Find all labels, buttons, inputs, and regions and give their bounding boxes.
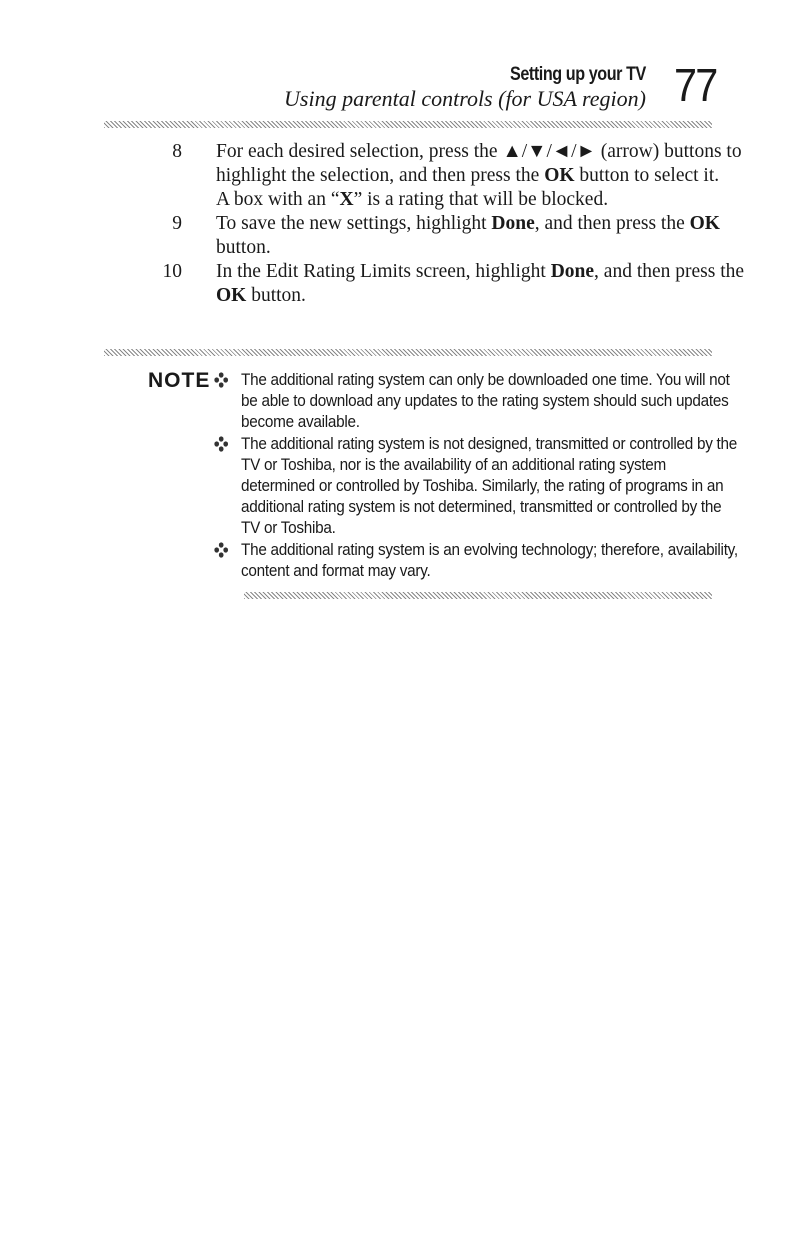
step-item — [150, 140, 750, 212]
note-text: The additional rating system is an evolving technology; therefore, availability, content and format may vary. — [241, 540, 738, 580]
note-item — [214, 433, 741, 538]
step-paragraph: A box with an “X” is a rating that will be blocked. — [216, 189, 609, 210]
header-rule — [104, 121, 712, 128]
step-paragraph: For each desired selection, press the ▲/▼/◄/► (arrow) buttons to highlight the selection, and then press the OK button to select it. — [216, 141, 742, 186]
header-title: Setting up your TV — [510, 64, 646, 85]
step-paragraph: To save the new settings, highlight Done, and then press the OK button. — [216, 213, 720, 258]
note-end-rule — [244, 592, 712, 599]
step-text — [216, 260, 750, 308]
section-rule — [104, 349, 712, 356]
step-paragraph: In the Edit Rating Limits screen, highlight Done, and then press the OK button. — [216, 261, 745, 306]
note-label: NOTE — [148, 369, 211, 392]
diamond-bullet-icon — [214, 372, 228, 388]
step-number: 9 — [172, 213, 182, 234]
step-number: 10 — [162, 261, 182, 282]
steps-list — [150, 140, 750, 308]
diamond-bullet-icon — [214, 542, 228, 558]
note-text: The additional rating system can only be downloaded one time. You will not be able to download any updates to the rating system should such updates become available. — [241, 370, 730, 431]
step-text — [216, 212, 750, 260]
page-number: 77 — [674, 59, 717, 111]
header-subtitle: Using parental controls (for USA region) — [284, 86, 646, 111]
step-item — [150, 212, 750, 260]
step-text — [216, 140, 750, 212]
step-item — [150, 260, 750, 308]
step-number: 8 — [172, 141, 182, 162]
note-item — [214, 369, 741, 432]
diamond-bullet-icon — [214, 436, 228, 452]
note-item — [214, 539, 741, 581]
note-text: The additional rating system is not designed, transmitted or controlled by the TV or Toshiba, nor is the availability of an additional rating system determined or controlled by Toshiba. Similarly, the rating of programs in an additional rating system is not determined, transmitted or controlled by the TV or Toshiba. — [241, 434, 738, 537]
note-list — [214, 369, 738, 582]
